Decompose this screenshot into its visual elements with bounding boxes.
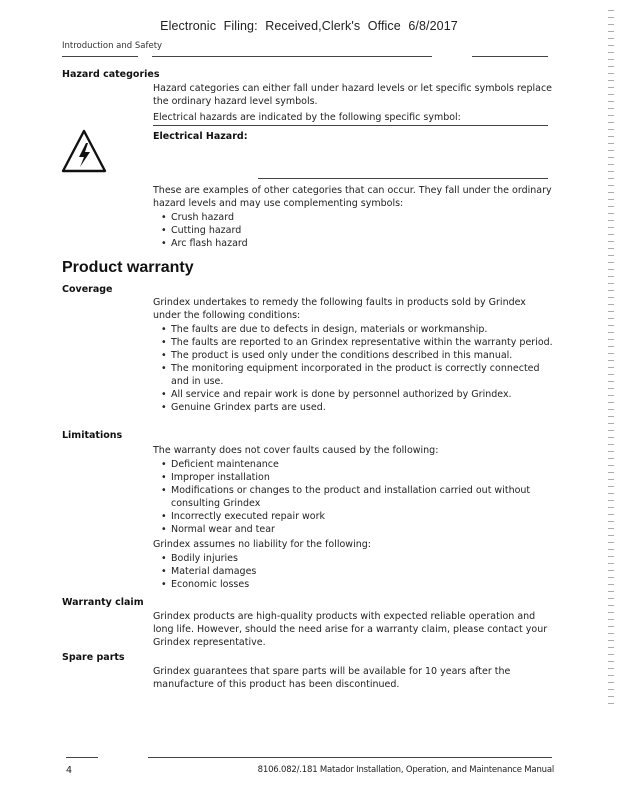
header-rule-left [62, 56, 138, 57]
other-categories-intro: These are examples of other categories that can occur. They fall under the ordinary hazard levels and may use complementing symbols: [153, 185, 552, 209]
list-item: • Material damages [153, 565, 553, 578]
section-title-product-warranty: Product warranty [62, 259, 194, 276]
no-liability-list [153, 552, 553, 591]
section-label-coverage: Coverage [62, 284, 113, 295]
list-item: • Cutting hazard [153, 224, 553, 237]
list-item: • Improper installation [153, 471, 553, 484]
list-item: • Deficient maintenance [153, 458, 553, 471]
list-item: • Economic losses [153, 578, 553, 591]
list-item: • Modifications or changes to the product and installation carried out without consulting Grindex [153, 484, 553, 510]
electrical-hazard-icon [60, 128, 108, 174]
hazard-other-categories [153, 184, 553, 250]
list-item: • The monitoring equipment incorporated in the product is correctly connected and in use. [153, 362, 553, 388]
limitations-intro: The warranty does not cover faults caused by the following: [153, 445, 439, 456]
coverage-body [153, 296, 553, 414]
electrical-intro-text: Electrical hazards are indicated by the following specific symbol: [153, 112, 461, 123]
list-item: • Bodily injuries [153, 552, 553, 565]
warranty-claim-text: Grindex products are high-quality products with expected reliable operation and long life. However, should the need arise for a warranty claim, please contact your Grindex representative. [153, 611, 548, 648]
list-item: • Arc flash hazard [153, 237, 553, 250]
list-item: • The product is used only under the conditions described in this manual. [153, 349, 553, 362]
list-item: • Incorrectly executed repair work [153, 510, 553, 523]
coverage-conditions-list [153, 323, 553, 414]
coverage-intro: Grindex undertakes to remedy the following faults in products sold by Grindex under the following conditions: [153, 297, 526, 321]
list-item: • The faults are due to defects in design, materials or workmanship. [153, 323, 553, 336]
manual-title: 8106.082/.181 Matador Installation, Operation, and Maintenance Manual [257, 765, 554, 775]
section-label-spare-parts: Spare parts [62, 652, 125, 663]
page-number: 4 [66, 765, 73, 776]
header-rule-right [472, 56, 548, 57]
list-item: • The faults are reported to an Grindex representative within the warranty period. [153, 336, 553, 349]
section-label-limitations: Limitations [62, 430, 123, 441]
footer-rule-right [148, 757, 552, 758]
no-liability-intro: Grindex assumes no liability for the following: [153, 539, 371, 550]
limitations-body [153, 444, 553, 591]
header-rule-mid [152, 56, 432, 57]
electrical-rule-top [153, 125, 548, 126]
electrical-rule-bottom [258, 178, 548, 179]
hazard-examples-list [153, 211, 553, 250]
limitations-causes-list [153, 458, 553, 536]
electrical-hazard-heading: Electrical Hazard: [153, 131, 248, 142]
spare-parts-text: Grindex guarantees that spare parts will be available for 10 years after the manufacture of this product has been discontinued. [153, 666, 511, 690]
section-label-warranty-claim: Warranty claim [62, 597, 144, 608]
hazard-intro-text: Hazard categories can either fall under hazard levels or let specific symbols replace the ordinary hazard level symbols. [153, 83, 553, 107]
list-item: • All service and repair work is done by personnel authorized by Grindex. [153, 388, 553, 401]
filing-stamp: Electronic Filing: Received,Clerk's Office 6/8/2017 [160, 19, 458, 33]
running-header: Introduction and Safety [62, 41, 163, 51]
hazard-intro [153, 82, 553, 124]
list-item: • Normal wear and tear [153, 523, 553, 536]
list-item: • Genuine Grindex parts are used. [153, 401, 553, 414]
section-label-hazard-categories: Hazard categories [62, 69, 160, 80]
list-item: • Crush hazard [153, 211, 553, 224]
scan-edge-marks [608, 10, 614, 710]
footer-rule-left [66, 757, 98, 758]
